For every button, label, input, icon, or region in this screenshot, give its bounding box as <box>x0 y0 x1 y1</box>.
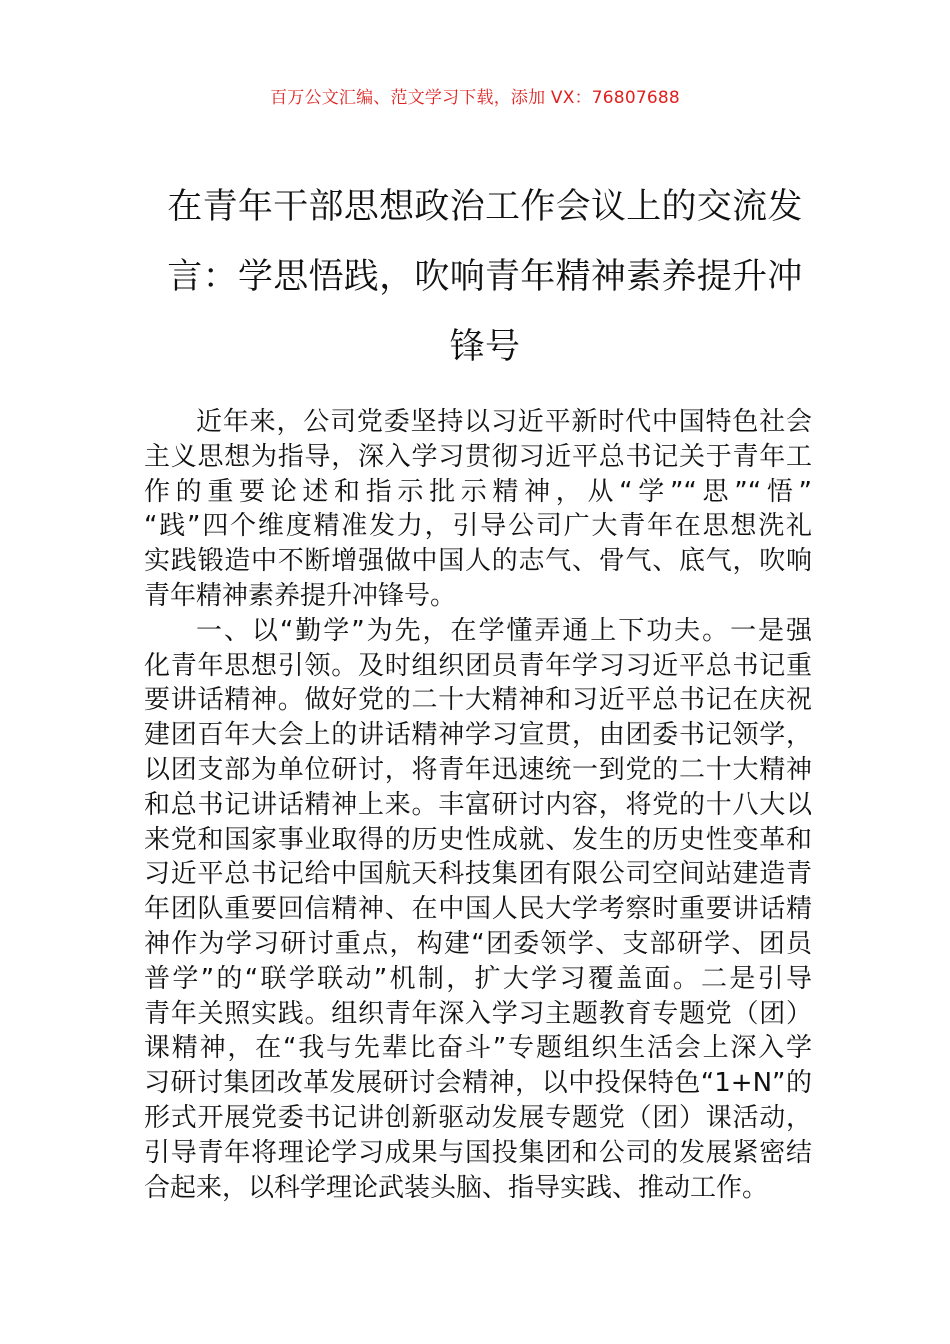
text-line: “践”四个维度精准发力，引导公司广大青年在思想洗礼 <box>144 511 812 542</box>
text-line: 青年关照实践。组织青年深入学习主题教育专题党（团） <box>144 998 812 1029</box>
text-line: 习近平总书记给中国航天科技集团有限公司空间站建造青 <box>144 859 812 890</box>
text-line: 习研讨集团改革发展研讨会精神，以中投保特色“1+N”的 <box>144 1068 812 1099</box>
text-line: 神作为学习研讨重点，构建“团委领学、支部研学、团员 <box>144 928 812 959</box>
text-line: 来党和国家事业取得的历史性成就、发生的历史性变革和 <box>144 824 812 855</box>
document-body <box>144 405 812 1205</box>
text-line: 作的重要论述和指示批示精神，从“学”“思”“悟” <box>144 476 812 507</box>
title-line-1: 在青年干部思想政治工作会议上的交流发 <box>167 187 803 227</box>
text-line: 建团百年大会上的讲话精神学习宣贯，由团委书记领学， <box>144 720 812 751</box>
text-line: 化青年思想引领。及时组织团员青年学习习近平总书记重 <box>144 650 812 681</box>
title-line-3: 锋号 <box>449 327 521 367</box>
text-line: 一、以“勤学”为先，在学懂弄通上下功夫。一是强 <box>196 615 812 646</box>
download-watermark-note: 百万公文汇编、范文学习下载，添加 VX：76807688 <box>270 88 680 108</box>
paragraph-section-one <box>144 614 812 1206</box>
text-line: 年团队重要回信精神、在中国人民大学考察时重要讲话精 <box>144 894 812 925</box>
text-line: 和总书记讲话精神上来。丰富研讨内容，将党的十八大以 <box>144 789 812 820</box>
text-line: 形式开展党委书记讲创新驱动发展专题党（团）课活动， <box>144 1102 812 1133</box>
text-line: 普学”的“联学联动”机制，扩大学习覆盖面。二是引导 <box>144 963 812 994</box>
text-line: 青年精神素养提升冲锋号。 <box>144 580 457 611</box>
text-line: 主义思想为指导，深入学习贯彻习近平总书记关于青年工 <box>144 441 812 472</box>
text-line: 引导青年将理论学习成果与国投集团和公司的发展紧密结 <box>144 1137 812 1168</box>
title-line-2: 言：学思悟践，吹响青年精神素养提升冲 <box>167 257 803 297</box>
paragraph-intro <box>144 405 812 614</box>
text-line: 要讲话精神。做好党的二十大精神和习近平总书记在庆祝 <box>144 685 812 716</box>
text-line: 实践锻造中不断增强做中国人的志气、骨气、底气，吹响 <box>144 546 812 577</box>
text-line: 课精神，在“我与先辈比奋斗”专题组织生活会上深入学 <box>144 1033 812 1064</box>
text-line: 近年来，公司党委坚持以习近平新时代中国特色社会 <box>196 407 812 437</box>
text-line: 合起来，以科学理论武装头脑、指导实践、推动工作。 <box>144 1172 769 1203</box>
text-line: 以团支部为单位研讨，将青年迅速统一到党的二十大精神 <box>144 754 812 785</box>
document-title <box>150 172 820 382</box>
